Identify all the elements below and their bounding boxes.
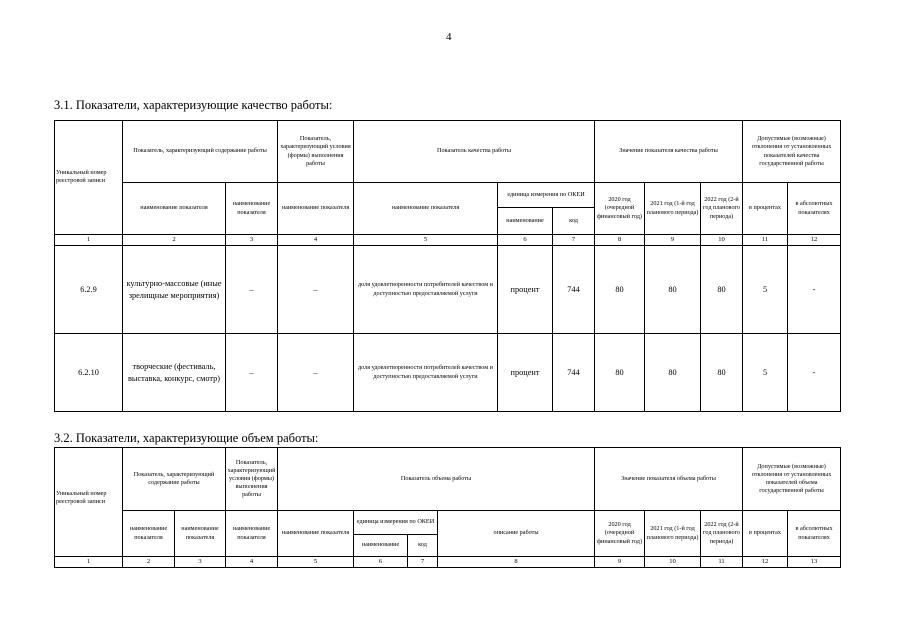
column-numbers-row [55, 235, 841, 246]
year-2022-header: 2022 год (2-й год планового периода) [701, 511, 743, 557]
volume-group-header: Показатель объема работы [278, 448, 595, 511]
work-description-header: описание работы [438, 511, 595, 557]
reg-number-cell: 6.2.10 [55, 334, 123, 412]
column-number: 5 [278, 557, 354, 568]
column-number: 7 [408, 557, 438, 568]
column-number: 8 [438, 557, 595, 568]
conditions-group-header: Показатель, характеризующий условия (формы) выполнения работы [226, 448, 278, 511]
column-number: 12 [743, 557, 788, 568]
value-2020-cell: 80 [595, 246, 645, 334]
column-number: 3 [226, 235, 278, 246]
column-numbers-row [55, 557, 841, 568]
year-2021-header: 2021 год (1-й год планового периода) [645, 183, 701, 235]
column-number: 6 [498, 235, 553, 246]
deviation-group-header: Допустимые (возможные) отклонения от установленных показателей объема государственной работы [743, 448, 841, 511]
section-3-2-heading: 3.2. Показатели, характеризующие объем работы: [54, 431, 319, 445]
absolute-cell: - [788, 334, 841, 412]
column-number: 2 [123, 235, 226, 246]
value-2021-cell: 80 [645, 334, 701, 412]
page-number: 4 [446, 31, 452, 43]
dash-cell: – [278, 334, 354, 412]
reg-number-header: Уникальный номер реестровой записи [55, 448, 123, 557]
column-number: 8 [595, 235, 645, 246]
indicator-name-header: наименование показателя [175, 511, 226, 557]
indicator-name-header: наименование показателя [226, 511, 278, 557]
unit-cell: процент [498, 334, 553, 412]
column-number: 10 [701, 235, 743, 246]
okei-code-header: код [408, 535, 438, 557]
okei-name-header: наименование [498, 208, 553, 235]
column-number: 4 [278, 235, 354, 246]
absolute-header: в абсолютных показателях [788, 511, 841, 557]
column-number: 6 [354, 557, 408, 568]
column-number: 1 [55, 557, 123, 568]
absolute-cell: - [788, 246, 841, 334]
content-cell: творческие (фестиваль, выставка, конкурс, смотр) [123, 334, 226, 412]
content-cell: культурно-массовые (иные зрелищные мероприятия) [123, 246, 226, 334]
section-3-1-heading: 3.1. Показатели, характеризующие качество работы: [54, 98, 333, 112]
quality-indicator-name-header: наименование показателя [354, 183, 498, 235]
deviation-group-header: Допустимые (возможные) отклонения от установленных показателей качества государственной работы [743, 121, 841, 183]
column-number: 7 [553, 235, 595, 246]
indicator-name-header: наименование показателя [278, 183, 354, 235]
reg-number-header: Уникальный номер реестровой записи [55, 121, 123, 235]
percent-cell: 5 [743, 246, 788, 334]
value-2022-cell: 80 [701, 246, 743, 334]
value-2022-cell: 80 [701, 334, 743, 412]
table-row [55, 246, 841, 334]
indicator-name-header: наименование показателя [226, 183, 278, 235]
column-number: 3 [175, 557, 226, 568]
value-2021-cell: 80 [645, 246, 701, 334]
code-cell: 744 [553, 246, 595, 334]
conditions-group-header: Показатель, характеризующий условия (формы) выполнения работы [278, 121, 354, 183]
column-number: 9 [645, 235, 701, 246]
value-group-header: Значение показателя качества работы [595, 121, 743, 183]
unit-cell: процент [498, 246, 553, 334]
column-number: 1 [55, 235, 123, 246]
dash-cell: – [226, 334, 278, 412]
quality-group-header: Показатель качества работы [354, 121, 595, 183]
okei-unit-header: единица измерения по ОКЕИ [498, 183, 595, 208]
code-cell: 744 [553, 334, 595, 412]
column-number: 13 [788, 557, 841, 568]
year-2021-header: 2021 год (1-й год планового периода) [645, 511, 701, 557]
year-2022-header: 2022 год (2-й год планового периода) [701, 183, 743, 235]
okei-unit-header: единица измерения по ОКЕИ [354, 511, 438, 535]
volume-indicator-name-header: наименование показателя [278, 511, 354, 557]
column-number: 11 [743, 235, 788, 246]
year-2020-header: 2020 год (очередной финансовый год) [595, 183, 645, 235]
value-2020-cell: 80 [595, 334, 645, 412]
okei-code-header: код [553, 208, 595, 235]
column-number: 11 [701, 557, 743, 568]
column-number: 2 [123, 557, 175, 568]
absolute-header: в абсолютных показателях [788, 183, 841, 235]
column-number: 10 [645, 557, 701, 568]
indicator-name-header: наименование показателя [123, 183, 226, 235]
percent-cell: 5 [743, 334, 788, 412]
dash-cell: – [226, 246, 278, 334]
reg-number-cell: 6.2.9 [55, 246, 123, 334]
table-row [55, 334, 841, 412]
column-number: 4 [226, 557, 278, 568]
okei-name-header: наименование [354, 535, 408, 557]
dash-cell: – [278, 246, 354, 334]
content-group-header: Показатель, характеризующий содержание работы [123, 448, 226, 511]
quality-indicator-cell: доля удовлетворенности потребителей качеством и доступностью предоставляемой услуги [354, 334, 498, 412]
percent-header: в процентах [743, 511, 788, 557]
value-group-header: Значение показателя объема работы [595, 448, 743, 511]
percent-header: в процентах [743, 183, 788, 235]
column-number: 9 [595, 557, 645, 568]
quality-indicators-table [54, 120, 841, 412]
indicator-name-header: наименование показателя [123, 511, 175, 557]
content-group-header: Показатель, характеризующий содержание работы [123, 121, 278, 183]
volume-indicators-table [54, 447, 841, 568]
column-number: 5 [354, 235, 498, 246]
column-number: 12 [788, 235, 841, 246]
quality-indicator-cell: доля удовлетворенности потребителей качеством и доступностью предоставляемой услуги [354, 246, 498, 334]
year-2020-header: 2020 год (очередной финансовый год) [595, 511, 645, 557]
